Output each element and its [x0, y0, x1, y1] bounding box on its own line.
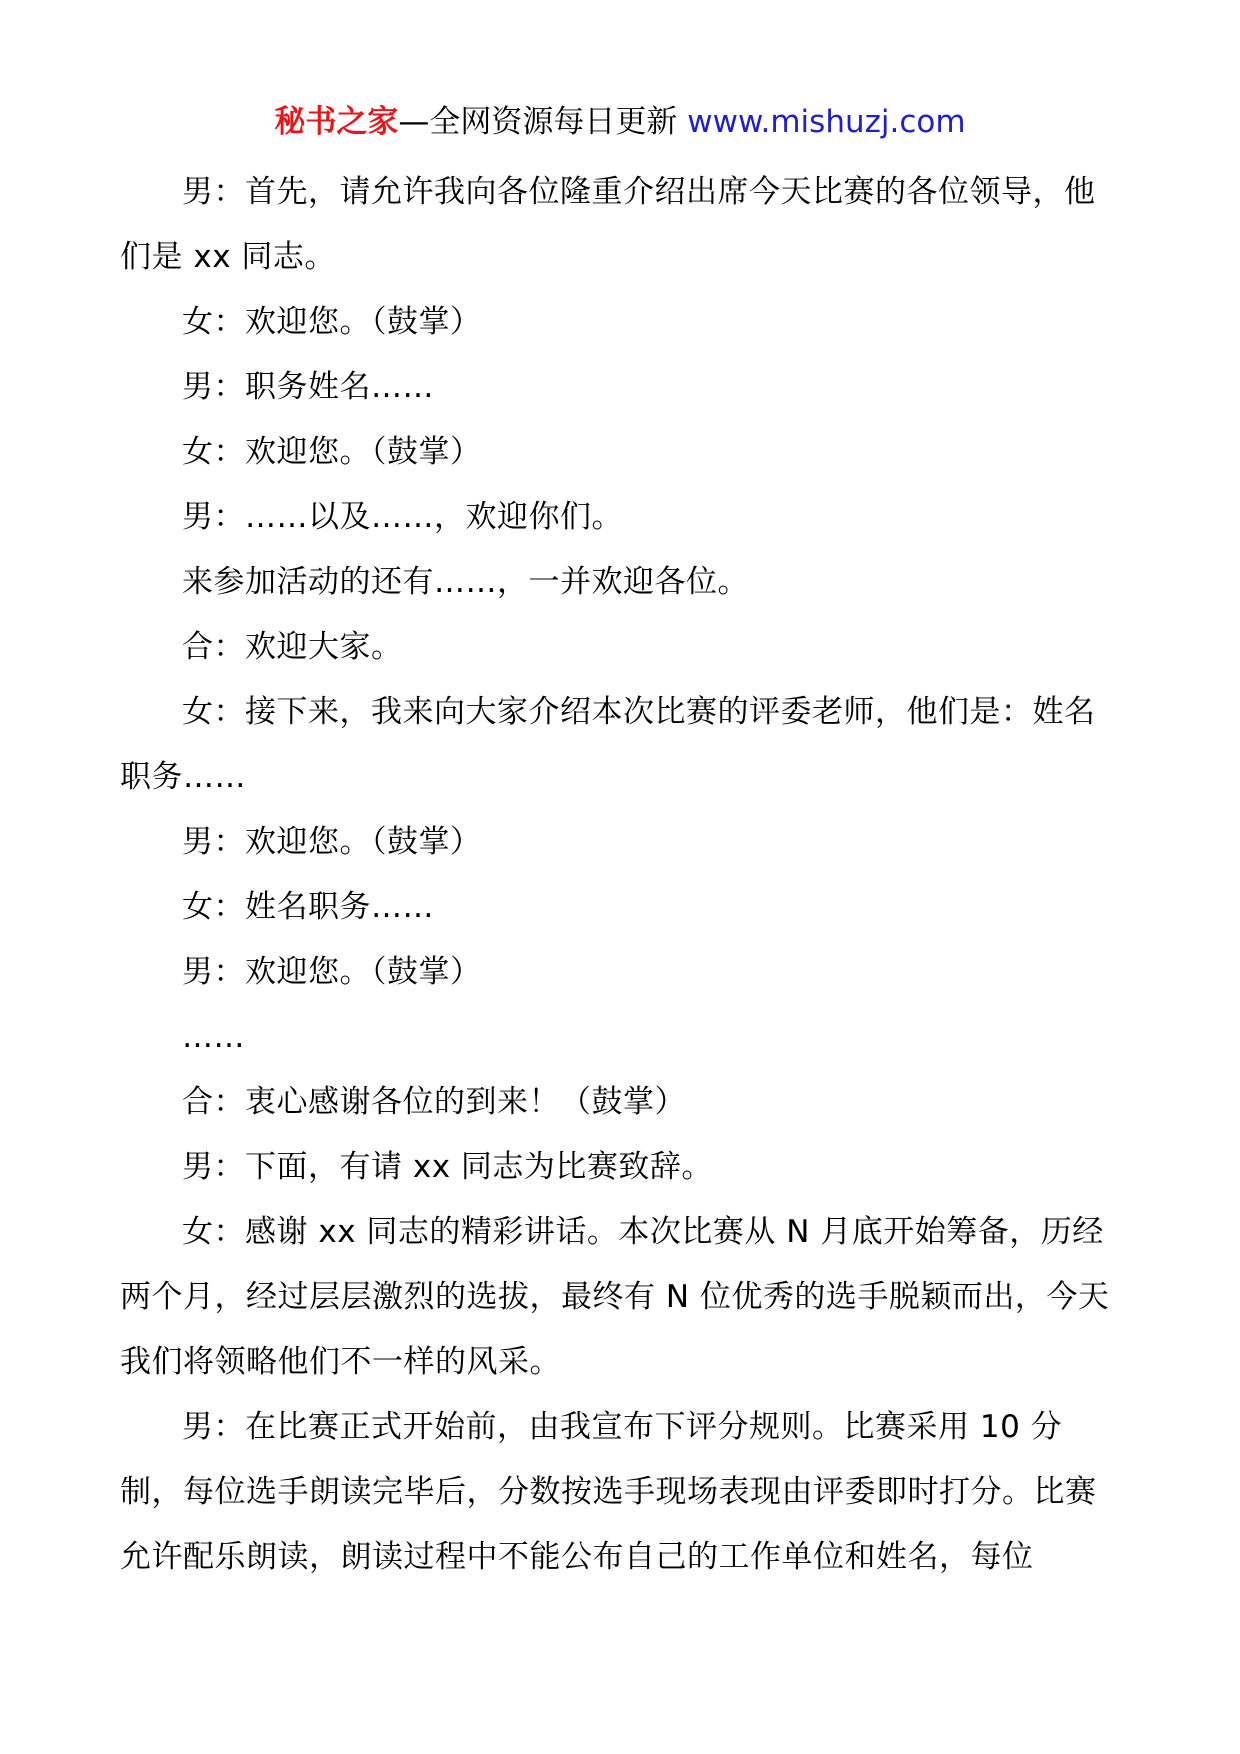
paragraph: 女：接下来，我来向大家介绍本次比赛的评委老师，他们是：姓名职务…… — [120, 694, 1096, 795]
paragraph: …… — [182, 1019, 245, 1055]
paragraph: 男：……以及……，欢迎你们。 — [182, 499, 623, 535]
paragraph: 合：欢迎大家。 — [182, 629, 403, 665]
site-brand: 秘书之家 — [274, 104, 399, 140]
paragraph: 女：感谢 xx 同志的精彩讲话。本次比赛从 N 月底开始筹备，历经两个月，经过层层激烈的选拔，最终有 N 位优秀的选手脱颖而出，今天我们将领略他们不一样的风采。 — [120, 1214, 1110, 1380]
paragraph: 男：在比赛正式开始前，由我宣布下评分规则。比赛采用 10 分制，每位选手朗读完毕后，分数按选手现场表现由评委即时打分。比赛允许配乐朗读，朗读过程中不能公布自己的工作单位和姓名，每位 — [120, 1409, 1097, 1575]
paragraph: 女：欢迎您。（鼓掌） — [182, 304, 482, 340]
site-header — [0, 102, 1240, 142]
paragraph: 男：首先，请允许我向各位隆重介绍出席今天比赛的各位领导，他们是 xx 同志。 — [120, 174, 1096, 275]
paragraph: 男：职务姓名…… — [182, 369, 434, 405]
paragraph: 男：欢迎您。（鼓掌） — [182, 824, 482, 860]
paragraph: 女：姓名职务…… — [182, 889, 434, 925]
paragraph: 合：衷心感谢各位的到来！（鼓掌） — [182, 1084, 686, 1120]
paragraph: 来参加活动的还有……，一并欢迎各位。 — [182, 564, 749, 600]
paragraph: 男：下面，有请 xx 同志为比赛致辞。 — [182, 1149, 713, 1185]
site-tagline: —全网资源每日更新 — [398, 104, 678, 140]
paragraph: 女：欢迎您。（鼓掌） — [182, 434, 482, 470]
document-body — [120, 160, 1124, 1590]
site-url-link[interactable]: www.mishuzj.com — [687, 104, 966, 140]
paragraph: 男：欢迎您。（鼓掌） — [182, 954, 482, 990]
